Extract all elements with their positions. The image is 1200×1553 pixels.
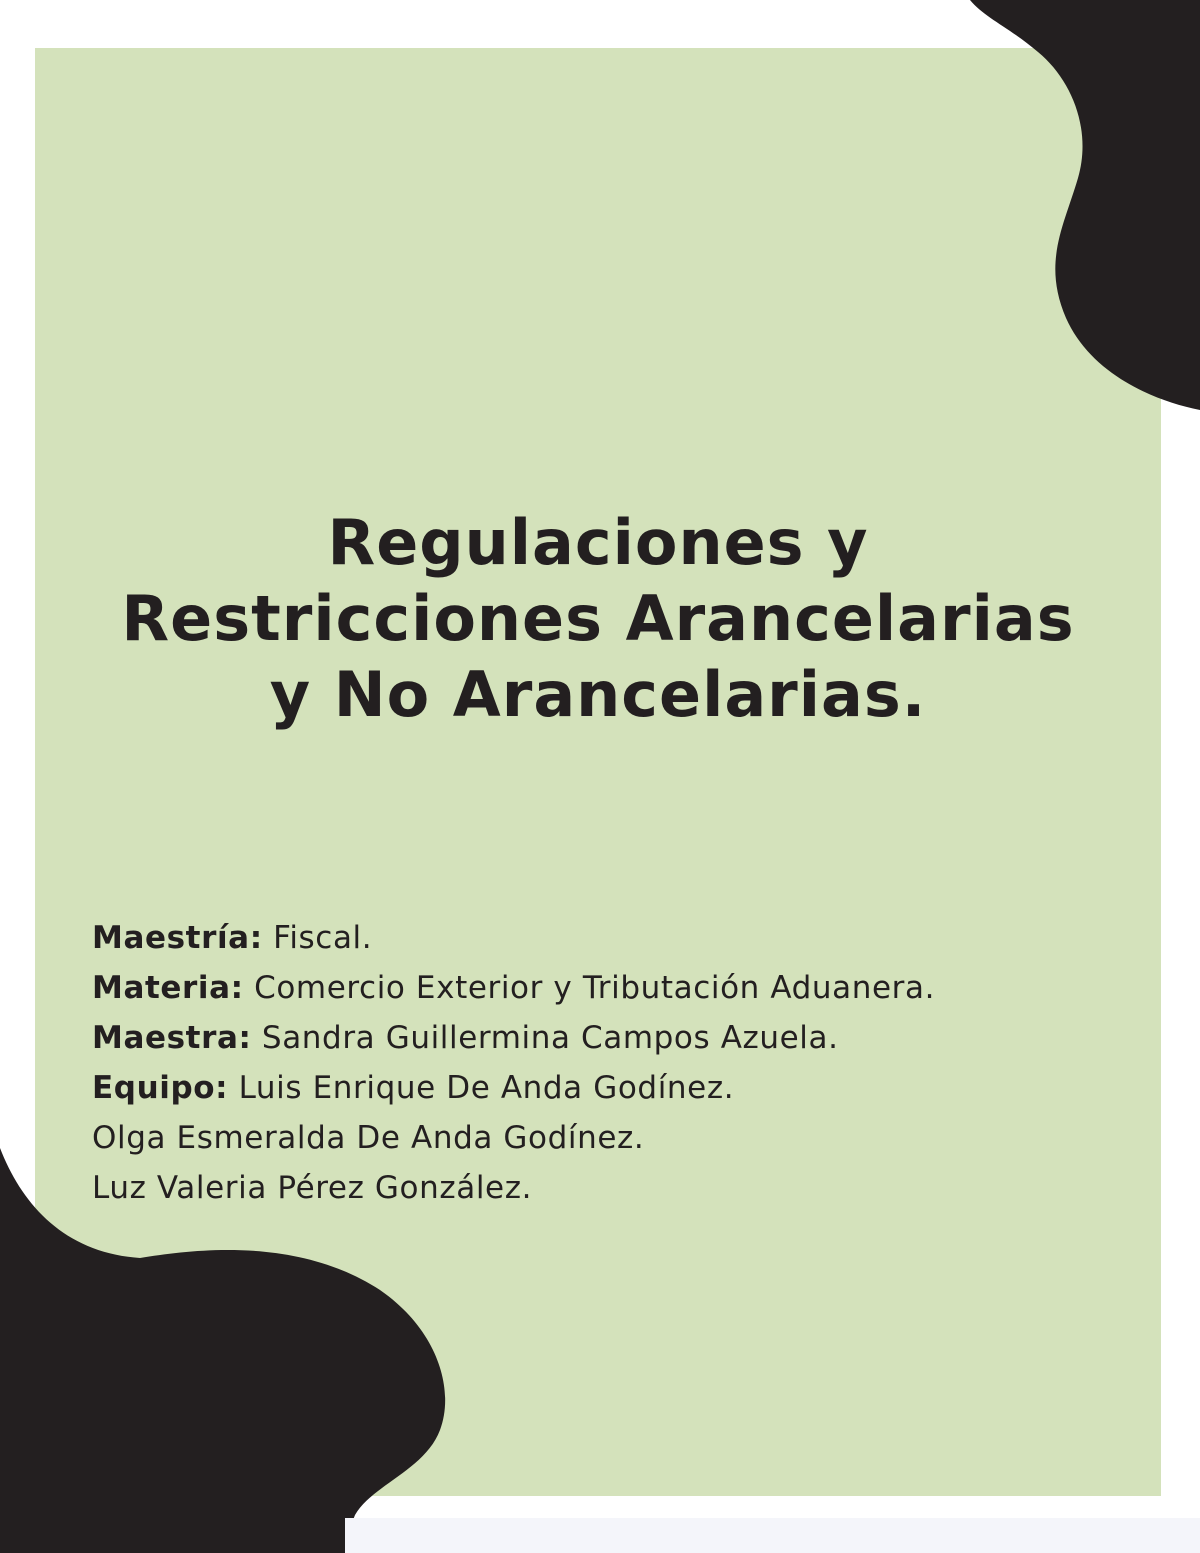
detail-value: Fiscal. bbox=[262, 920, 373, 956]
document-title bbox=[35, 505, 1161, 733]
detail-label: Maestría: bbox=[92, 920, 263, 956]
detail-value: Luz Valeria Pérez González. bbox=[92, 1170, 533, 1206]
detail-maestra bbox=[92, 1013, 935, 1063]
title-line: Regulaciones y bbox=[327, 506, 869, 579]
detail-team-member bbox=[92, 1163, 935, 1213]
detail-value: Olga Esmeralda De Anda Godínez. bbox=[92, 1120, 645, 1156]
detail-value: Sandra Guillermina Campos Azuela. bbox=[251, 1020, 839, 1056]
detail-equipo bbox=[92, 1063, 935, 1113]
cover-details bbox=[92, 913, 935, 1213]
detail-label: Materia: bbox=[92, 970, 244, 1006]
detail-value: Luis Enrique De Anda Godínez. bbox=[228, 1070, 735, 1106]
title-line: y No Arancelarias. bbox=[269, 658, 927, 731]
detail-materia bbox=[92, 963, 935, 1013]
detail-label: Equipo: bbox=[92, 1070, 229, 1106]
detail-team-member bbox=[92, 1113, 935, 1163]
bottom-strip bbox=[345, 1518, 1200, 1553]
detail-value: Comercio Exterior y Tributación Aduanera. bbox=[243, 970, 936, 1006]
title-line: Restricciones Arancelarias bbox=[121, 582, 1075, 655]
detail-maestria bbox=[92, 913, 935, 963]
detail-label: Maestra: bbox=[92, 1020, 252, 1056]
top-right-blob bbox=[970, 0, 1200, 410]
